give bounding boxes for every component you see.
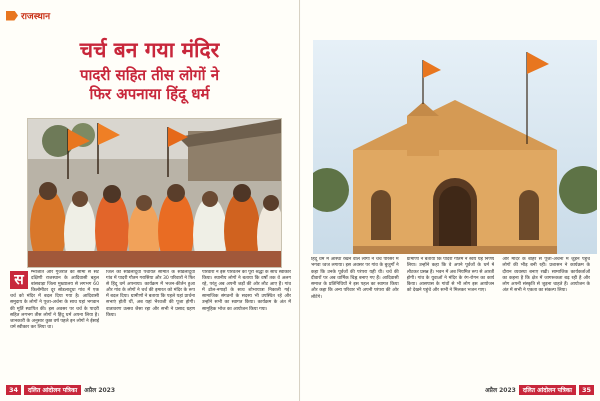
left-article-body <box>10 270 291 382</box>
headline-block <box>0 38 299 104</box>
issue-date: अप्रैल 2023 <box>84 386 116 394</box>
crowd-photo <box>27 118 282 268</box>
subheadline-line2: फिर अपनाया हिंदू धर्म <box>89 85 210 103</box>
subheadline-line1: पादरी सहित तीस लोगों ने <box>79 66 220 84</box>
right-article-body <box>311 257 590 382</box>
left-column-1 <box>10 270 99 382</box>
right-column-2: ग्रामीणों ने बताया कि पादरी गौतम ने स्वयं यह निर्णय लिया। उन्होंने कहा कि वे अपने पूर्वजों के धर्म में लौटकर प्रसन्न हैं। भवन में अब नियमित रूप से आरती होगी। गांव के युवाओं ने मंदिर के रंग-रोगन का कार्य किया। आसपास के गांवों से भी लोग इस आयोजन को देखने पहुंचे और सभी ने मिलकर भजन गाए। <box>406 257 495 294</box>
section-tag <box>6 9 50 22</box>
magazine-name: दलित आंदोलन पत्रिका <box>24 385 81 395</box>
section-label: राजस्थान <box>21 12 51 22</box>
right-footer <box>485 384 594 395</box>
right-page <box>301 0 600 401</box>
section-arrow-icon <box>6 11 18 21</box>
left-column-2: जिले की सोडलादूधा पंचायत समिति के सोडलादूधा गांव में पादरी गौतम गरासिया और 30 परिवारों ने फिर से हिंदू धर्म अपनाया। कार्यक्रम में भजन-कीर्तन हुआ और गांव के लोगों ने चर्च की इमारत को मंदिर के रूप में बदल दिया। ग्रामीणों ने बताया कि पहले यहां प्रार्थना सभाएं होती थीं, अब यहां भैरवजी की पूजा होगी। वातावरण उत्सव जैसा रहा और सभी ने प्रसाद ग्रहण किया। <box>106 270 195 318</box>
magazine-name: दलित आंदोलन पत्रिका <box>519 385 576 395</box>
page-number: 35 <box>579 385 594 395</box>
temple-photo <box>313 40 597 254</box>
left-column-3: परिवारों ने इस परिवर्तन को पूरी श्रद्धा के साथ स्वीकार किया। स्थानीय लोगों ने बताया कि वर्षों तक वे अलग रहे, परंतु अब अपनी जड़ों की ओर लौट आए हैं। गांव में ढोल-नगाड़ों के साथ शोभायात्रा निकाली गई। सामाजिक संगठनों के सदस्य भी उपस्थित रहे और उन्होंने सभी का स्वागत किया। कार्यक्रम के अंत में सामूहिक भोज का आयोजन किया गया। <box>202 270 291 312</box>
right-column-3: और मंदिर के बाहर से पूजा-अर्चना में जुड़ने पहुंचे लोगों की भीड़ बनी रही। प्रशासन ने कार्यक्रम के दौरान व्यवस्था बनाए रखी। सामाजिक कार्यकर्ताओं का कहना है कि क्षेत्र में जागरूकता बढ़ रही है और लोग अपनी संस्कृति से जुड़ना चाहते हैं। आयोजन के अंत में सभी ने एकता का संकल्प लिया। <box>502 257 591 294</box>
left-col1-text: म्भाजीत और गुजरात की सीमा से सटे दक्षिणी राजस्थान के आदिवासी बहुल बांसवाड़ा जिला मुख्यालय से लगभग 60 किलोमीटर दूर सोडलादूधा गांव में एक चर्च को मंदिर में बदल दिया गया है। आदिवासी समुदाय के लोगों ने पूजा-अर्चना के साथ यहां भगवान की मूर्ति स्थापित की। इस अवसर पर चर्च के पादरी सहित लगभग तीस लोगों ने हिंदू धर्म अपना लिया है। जानकारी के अनुसार कुछ वर्ष पहले इन लोगों ने ईसाई धर्म स्वीकार कर लिया था। <box>10 270 99 330</box>
issue-date: अप्रैल 2023 <box>484 386 516 394</box>
right-column-1: हिंदू धर्म में आस्था रखने वाले लोगों ने चर्च परिसर में भगवा ध्वज लगाया। इस अवसर पर गांव के बुजुर्गों ने कहा कि उनके पूर्वजों की परंपरा यही थी। चर्च की दीवारों पर अब धार्मिक चिह्न बनाए गए हैं। आदिवासी समाज के प्रतिनिधियों ने इस पहल का स्वागत किया और कहा कि अन्य परिवार भी अपनी परंपरा की ओर लौटेंगे। <box>311 257 399 300</box>
left-footer <box>6 384 115 395</box>
headline: चर्च बन गया मंदिर <box>79 38 220 62</box>
dropcap: स <box>10 271 28 289</box>
page-number: 34 <box>6 385 21 395</box>
